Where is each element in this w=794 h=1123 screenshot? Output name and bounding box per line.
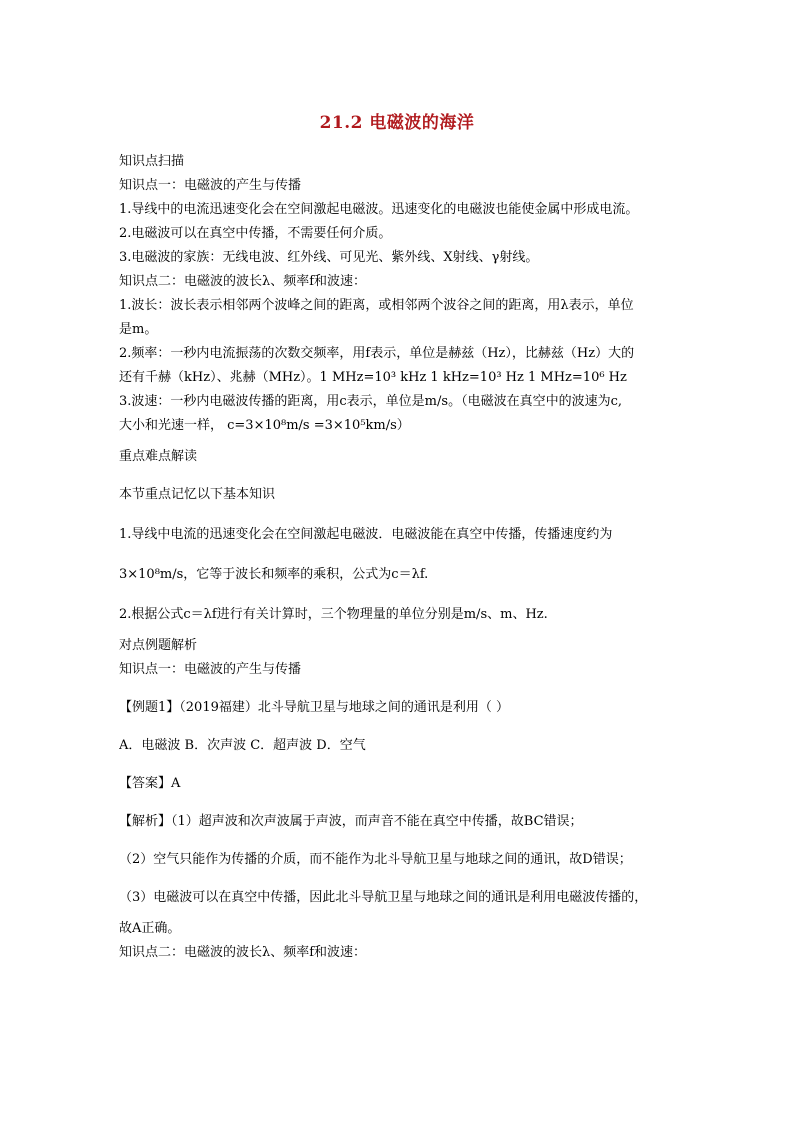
section-heading-overview: 知识点扫描 [119,154,185,169]
example-analysis: 【解析】（1）超声波和次声波属于声波，而声音不能在真空中传播，故BC错误； [119,814,583,829]
section-heading-key-points: 重点难点解读 [119,449,198,464]
text-line: 还有千赫（kHz）、兆赫（MHz）。1 MHz=10³ kHz 1 kHz=10³ Hz 1 MHz=10⁶ Hz [119,370,627,385]
text-line: 大小和光速一样， c=3×10⁸m/s =3×10⁵km/s） [119,418,410,433]
knowledge-point-heading: 知识点一：电磁波的产生与传播 [119,662,302,677]
example-options: A．电磁波 B．次声波 C．超声波 D．空气 [119,738,366,753]
document-body [119,150,679,965]
knowledge-point-heading: 知识点一：电磁波的产生与传播 [119,178,302,193]
knowledge-point-heading: 知识点二：电磁波的波长λ、频率f和波速： [119,274,367,289]
text-line: 2.频率：一秒内电流振荡的次数交频率，用f表示，单位是赫兹（Hz），比赫兹（Hz）大的 [119,346,635,361]
text-line: 1.波长：波长表示相邻两个波峰之间的距离，或相邻两个波谷之间的距离，用λ表示，单位 [119,298,634,313]
text-line: 2.根据公式c＝λf进行有关计算时，三个物理量的单位分别是m/s、m、Hz. [119,607,548,622]
document-title: 21.2 电磁波的海洋 [319,113,475,133]
text-line: 1.导线中电流的迅速变化会在空间激起电磁波．电磁波能在真空中传播，传播速度约为 [119,527,613,542]
text-line: 2.电磁波可以在真空中传播，不需要任何介质。 [119,226,392,241]
text-line: 3.电磁波的家族：无线电波、红外线、可见光、紫外线、X射线、γ射线。 [119,250,539,265]
text-line: 1.导线中的电流迅速变化会在空间激起电磁波。迅速变化的电磁波也能使金属中形成电流。 [119,202,639,217]
text-line: 本节重点记忆以下基本知识 [119,487,276,502]
text-line: 3×10⁸m/s，它等于波长和频率的乘积，公式为c＝λf. [119,567,429,582]
section-heading-examples: 对点例题解析 [119,638,198,653]
example-answer: 【答案】A [119,776,181,791]
example-analysis: （3）电磁波可以在真空中传播，因此北斗导航卫星与地球之间的通讯是利用电磁波传播的， [119,890,648,905]
example-analysis: （2）空气只能作为传播的介质，而不能作为北斗导航卫星与地球之间的通讯，故D错误； [119,852,632,867]
text-line: 3.波速：一秒内电磁波传播的距离，用c表示，单位是m/s。（电磁波在真空中的波速为c, [119,394,622,409]
example-question: 【例题1】（2019福建）北斗导航卫星与地球之间的通讯是利用（ ） [119,700,509,715]
example-analysis: 故A正确。 [119,921,181,936]
knowledge-point-heading: 知识点二：电磁波的波长λ、频率f和波速： [119,945,367,960]
text-line: 是m。 [119,322,158,337]
